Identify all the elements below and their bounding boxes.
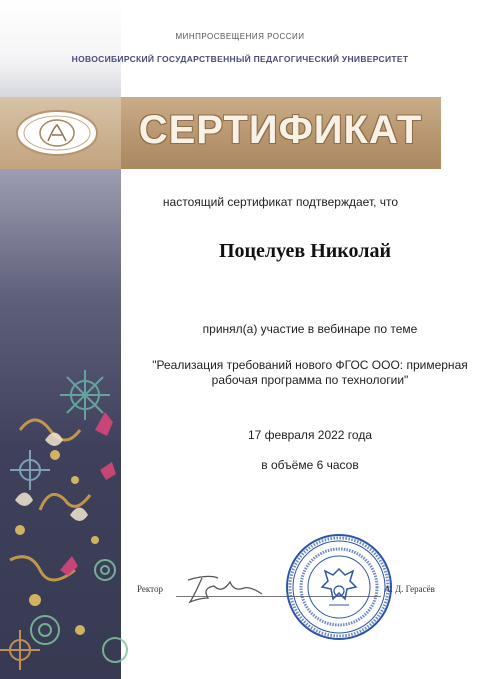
participation-text: принял(а) участие в вебинаре по теме [202,322,418,336]
university-name: НОВОСИБИРСКИЙ ГОСУДАРСТВЕННЫЙ ПЕДАГОГИЧЕСКИЙ УНИВЕРСИТЕТ [71,54,409,64]
hours-volume: в объёме 6 часов [261,458,359,472]
rector-label: Ректор [137,584,163,594]
ministry-name: МИНПРОСВЕЩЕНИЯ РОССИИ [175,32,305,41]
seal-stamp-icon [283,531,395,643]
signature-icon [180,568,280,608]
rector-name: А. Д. Герасёв [384,584,435,594]
certificate-title: СЕРТИФИКАТ [138,108,423,152]
webinar-topic: "Реализация требований нового ФГОС ООО: примерная рабочая программа по технологии" [152,358,468,387]
event-date: 17 февраля 2022 года [247,428,372,442]
university-emblem-icon [12,107,102,159]
decorative-pattern-icon [0,330,150,679]
confirm-text: настоящий сертификат подтверждает, что [162,195,399,209]
recipient-name: Поцелуев Николай [218,240,392,262]
